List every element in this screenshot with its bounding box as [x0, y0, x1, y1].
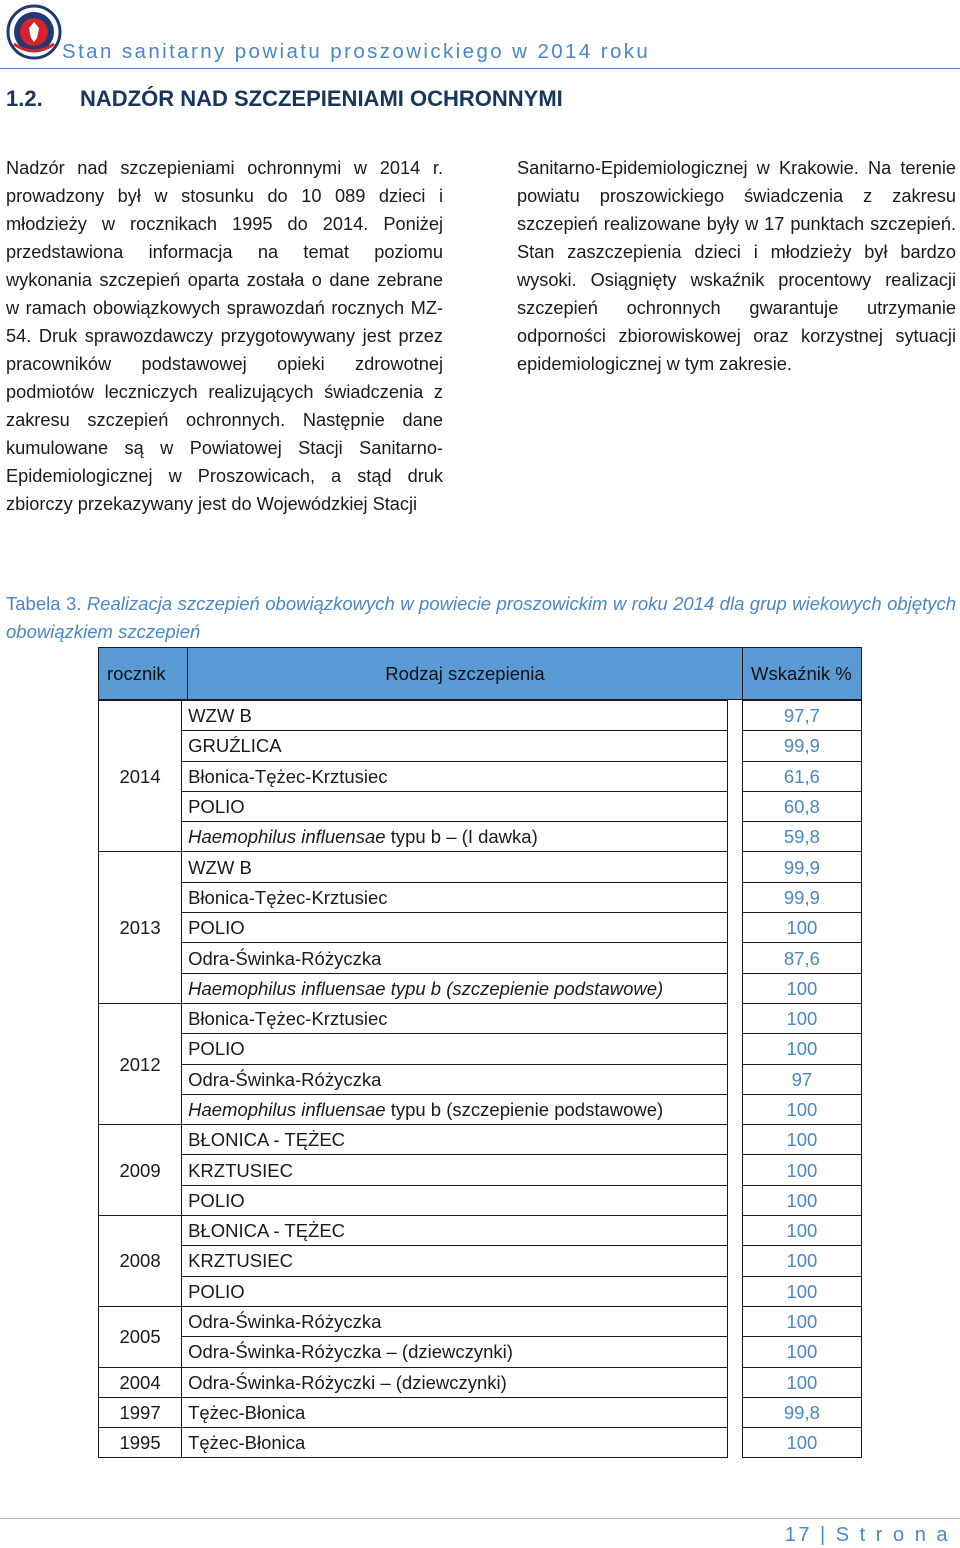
table-row: [99, 973, 862, 1003]
table-caption: [6, 590, 956, 646]
rate-cell: 97: [742, 1064, 861, 1094]
table-row: [99, 1276, 862, 1306]
vaccine-text: Tężec-Błonica: [188, 1401, 306, 1423]
vaccine-cell: [182, 1216, 728, 1246]
vaccine-cell: [182, 1064, 728, 1094]
table-row: [99, 761, 862, 791]
vaccine-cell: [182, 761, 728, 791]
vaccine-text: WZW B: [188, 856, 252, 878]
year-cell: 2012: [99, 1003, 182, 1124]
vaccine-text: POLIO: [188, 1189, 245, 1211]
year-cell: 2005: [99, 1306, 182, 1367]
table-row: [99, 1337, 862, 1367]
inspection-logo: [6, 4, 62, 60]
vaccine-text: KRZTUSIEC: [188, 1250, 293, 1272]
rate-cell: 99,9: [742, 882, 861, 912]
table-row: [99, 852, 862, 882]
table-row: [99, 1034, 862, 1064]
vaccine-cell: [182, 852, 728, 882]
spacer-cell: [727, 1428, 742, 1458]
section-title: NADZÓR NAD SZCZEPIENIAMI OCHRONNYMI: [80, 86, 563, 111]
spacer-cell: [727, 1306, 742, 1336]
vaccine-text: Błonica-Tężec-Krztusiec: [188, 1008, 388, 1030]
year-cell: 1997: [99, 1397, 182, 1427]
rate-cell: 99,9: [742, 731, 861, 761]
rate-cell: 99,9: [742, 852, 861, 882]
year-cell: 2008: [99, 1216, 182, 1307]
rate-cell: 100: [742, 1155, 861, 1185]
spacer-cell: [727, 943, 742, 973]
rate-cell: 60,8: [742, 791, 861, 821]
vaccine-cell: [182, 731, 728, 761]
spacer-cell: [727, 1246, 742, 1276]
spacer-cell: [727, 1003, 742, 1033]
rate-cell: 100: [742, 1185, 861, 1215]
year-cell: 2009: [99, 1125, 182, 1216]
vaccine-text: POLIO: [188, 917, 245, 939]
rate-cell: 97,7: [742, 701, 861, 731]
table-header: [98, 647, 862, 700]
vaccine-cell: [182, 822, 728, 852]
table-row: [99, 1246, 862, 1276]
table-row: [99, 731, 862, 761]
spacer-cell: [727, 1185, 742, 1215]
vaccine-text: Błonica-Tężec-Krztusiec: [188, 765, 388, 787]
vaccine-cell: [182, 1367, 728, 1397]
running-title: Stan sanitarny powiatu proszowickiego w 2014 roku: [62, 40, 651, 63]
table-row: [99, 1216, 862, 1246]
spacer-cell: [727, 822, 742, 852]
spacer-cell: [727, 1064, 742, 1094]
vaccine-text: typu b – (I dawka): [385, 826, 538, 848]
vaccine-text: WZW B: [188, 705, 252, 727]
vaccine-cell: [182, 882, 728, 912]
table-row: [99, 943, 862, 973]
rate-cell: 100: [742, 1216, 861, 1246]
table-row: [99, 1125, 862, 1155]
spacer-cell: [727, 761, 742, 791]
vaccine-cell: [182, 973, 728, 1003]
vaccine-text: POLIO: [188, 796, 245, 818]
rate-cell: 100: [742, 1034, 861, 1064]
table-row: [99, 1367, 862, 1397]
vaccine-cell: [182, 1276, 728, 1306]
rate-cell: 99,8: [742, 1397, 861, 1427]
table-row: [99, 791, 862, 821]
spacer-cell: [727, 882, 742, 912]
spacer-cell: [727, 731, 742, 761]
rate-cell: 87,6: [742, 943, 861, 973]
vaccine-text: Tężec-Błonica: [188, 1432, 306, 1454]
vaccine-cell: [182, 1397, 728, 1427]
header-year: rocznik: [99, 648, 188, 700]
caption-text: Realizacja szczepień obowiązkowych w powiecie proszowickim w roku 2014 dla grup wiekowych objętych obowiązkiem szczepień: [6, 593, 957, 642]
vaccine-text: POLIO: [188, 1038, 245, 1060]
vaccine-cell: [182, 791, 728, 821]
rate-cell: 100: [742, 1428, 861, 1458]
table-row: [99, 701, 862, 731]
vaccine-text: Odra-Świnka-Różyczka: [188, 1311, 382, 1333]
table-row: [99, 822, 862, 852]
spacer-cell: [727, 791, 742, 821]
vaccine-cell: [182, 1034, 728, 1064]
year-cell: 1995: [99, 1428, 182, 1458]
rate-cell: 100: [742, 973, 861, 1003]
body-left-column: Nadzór nad szczepieniami ochronnymi w 2014 r. prowadzony był w stosunku do 10 089 dzieci i młodzieży w rocznikach 1995 do 2014. Poniżej przedstawiona informacja na temat poziomu wykonania szczepień oparta została o dane zebrane w ramach obowiązkowych sprawozdań rocznych MZ-54. Druk sprawozdawczy przygotowywany jest przez pracowników podstawowej opieki zdrowotnej podmiotów leczniczych realizujących świadczenia z zakresu szczepień ochronnych. Następnie dane kumulowane są w Powiatowej Stacji Sanitarno-Epidemiologicznej w Proszowicach, a stąd druk zbiorczy przekazywany jest do Wojewódzkiej Stacji: [6, 158, 443, 514]
vaccine-text: KRZTUSIEC: [188, 1159, 293, 1181]
vaccine-cell: [182, 1337, 728, 1367]
year-cell: 2013: [99, 852, 182, 1003]
rate-cell: 59,8: [742, 822, 861, 852]
spacer-cell: [727, 1337, 742, 1367]
vaccine-text: typu b (szczepienie podstawowe): [385, 1099, 664, 1120]
spacer-cell: [727, 1276, 742, 1306]
vaccine-text: Odra-Świnka-Różyczka – (dziewczynki): [188, 1341, 513, 1363]
vaccine-cell: [182, 1094, 728, 1124]
vaccine-text: Odra-Świnka-Różyczka: [188, 947, 382, 969]
vaccine-cell: [182, 1246, 728, 1276]
rate-cell: 100: [742, 1003, 861, 1033]
rate-cell: 100: [742, 1125, 861, 1155]
vaccine-text: Błonica-Tężec-Krztusiec: [188, 886, 388, 908]
vaccine-cell: [182, 1185, 728, 1215]
vaccine-cell: [182, 1155, 728, 1185]
rate-cell: 100: [742, 1367, 861, 1397]
spacer-cell: [727, 1034, 742, 1064]
vaccine-text: BŁONICA - TĘŻEC: [188, 1129, 346, 1151]
table-row: [99, 913, 862, 943]
table-row: [99, 882, 862, 912]
vaccine-cell: [182, 913, 728, 943]
spacer-cell: [727, 913, 742, 943]
vaccine-italic-text: Haemophilus influensae: [188, 1099, 386, 1120]
rate-cell: 100: [742, 1306, 861, 1336]
body-right-column: Sanitarno-Epidemiologicznej w Krakowie. Na terenie powiatu proszowickiego świadczenia z zakresu szczepień realizowane były w 17 punktach szczepień. Stan zaszczepienia dzieci i młodzieży był bardzo wysoki. Osiągnięty wskaźnik procentowy realizacji szczepień ochronnych gwarantuje utrzymanie odporności zbiorowiskowej oraz korzystnej sytuacji epidemiologicznej w tym zakresie.: [517, 158, 956, 374]
header-rate: Wskaźnik %: [743, 648, 862, 700]
vaccine-cell: [182, 701, 728, 731]
rate-cell: 100: [742, 1246, 861, 1276]
rate-cell: 100: [742, 913, 861, 943]
footer-rule: [0, 1518, 960, 1519]
rate-cell: 61,6: [742, 761, 861, 791]
spacer-cell: [727, 701, 742, 731]
header-vaccine: Rodzaj szczepienia: [188, 648, 743, 700]
caption-label: Tabela 3.: [6, 593, 82, 614]
table-row: [99, 1003, 862, 1033]
table-row: [99, 1306, 862, 1336]
table-row: [99, 1397, 862, 1427]
vaccination-table: [98, 700, 862, 1458]
rate-cell: 100: [742, 1276, 861, 1306]
vaccine-cell: [182, 1306, 728, 1336]
table-row: [99, 1428, 862, 1458]
section-number: 1.2.: [6, 86, 43, 111]
spacer-cell: [727, 973, 742, 1003]
rate-cell: 100: [742, 1337, 861, 1367]
rate-cell: 100: [742, 1094, 861, 1124]
spacer-cell: [727, 852, 742, 882]
year-cell: 2004: [99, 1367, 182, 1397]
section-heading: [6, 86, 563, 112]
year-cell: 2014: [99, 701, 182, 852]
vaccine-cell: [182, 1125, 728, 1155]
vaccine-cell: [182, 1003, 728, 1033]
vaccine-text: POLIO: [188, 1280, 245, 1302]
table-row: [99, 1185, 862, 1215]
table-row: [99, 1064, 862, 1094]
vaccine-cell: [182, 943, 728, 973]
spacer-cell: [727, 1155, 742, 1185]
vaccine-text: BŁONICA - TĘŻEC: [188, 1220, 346, 1242]
spacer-cell: [727, 1367, 742, 1397]
spacer-cell: [727, 1397, 742, 1427]
spacer-cell: [727, 1094, 742, 1124]
table-row: [99, 1094, 862, 1124]
vaccine-cell: [182, 1428, 728, 1458]
header-rule: [0, 68, 960, 69]
vaccine-text: Odra-Świnka-Różyczki – (dziewczynki): [188, 1371, 507, 1393]
page-number: 17 | S t r o n a: [784, 1524, 950, 1546]
vaccine-italic-text: Haemophilus influensae typu b (szczepienie podstawowe): [188, 977, 664, 999]
spacer-cell: [727, 1216, 742, 1246]
vaccine-text: Odra-Świnka-Różyczka: [188, 1068, 382, 1090]
vaccine-text: GRUŹLICA: [188, 735, 282, 757]
spacer-cell: [727, 1125, 742, 1155]
table-row: [99, 1155, 862, 1185]
vaccine-italic-text: Haemophilus influensae: [188, 826, 386, 848]
